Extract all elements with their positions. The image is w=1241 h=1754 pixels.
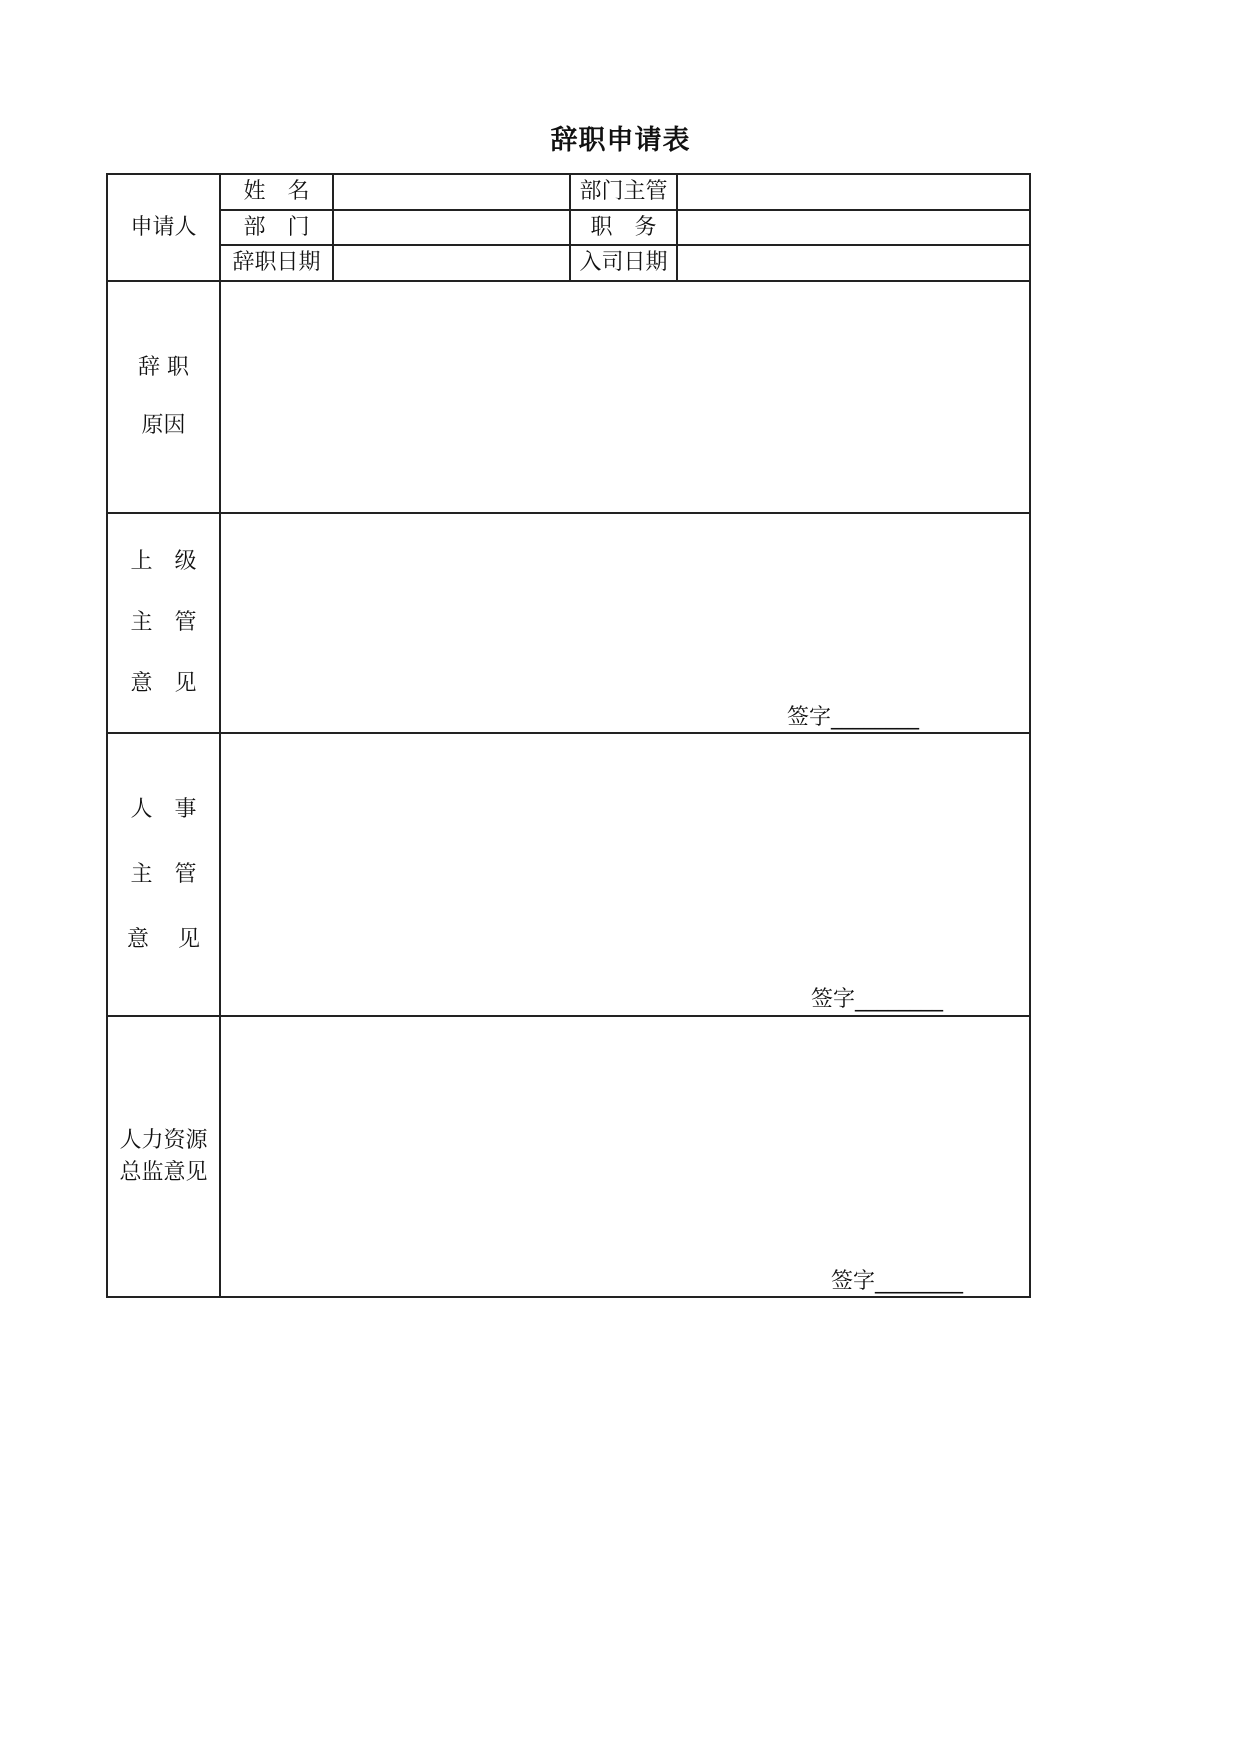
- hr-label-line1: 人 事: [130, 796, 197, 822]
- supervisor-opinion-label: [108, 514, 219, 732]
- hr-opinion-field[interactable]: [221, 734, 1029, 1015]
- join-date-label: 入司日期: [579, 250, 668, 275]
- department-field[interactable]: [334, 211, 569, 244]
- hr-opinion-label: [108, 734, 219, 1015]
- hr-director-opinion-field[interactable]: [221, 1017, 1029, 1296]
- resign-date-label: 辞职日期: [232, 250, 321, 275]
- dept-manager-label: 部门主管: [579, 179, 668, 204]
- supervisor-label-line2: 主 管: [130, 610, 197, 635]
- supervisor-label-line3: 意 见: [130, 671, 197, 696]
- table-border-right: [1029, 173, 1031, 1298]
- reason-label: [108, 282, 219, 512]
- reason-label-line1: 辞 职: [138, 355, 189, 380]
- hr-director-label-line1: 人力资源: [119, 1127, 208, 1153]
- dept-manager-field[interactable]: [678, 175, 1029, 209]
- table-border-bottom: [106, 1296, 1031, 1298]
- hr-director-signature[interactable]: 签字________: [831, 1269, 964, 1294]
- name-field[interactable]: [334, 175, 569, 209]
- hr-signature[interactable]: 签字________: [811, 987, 944, 1012]
- reason-label-line2: 原因: [141, 413, 186, 438]
- hr-label-line3: 意 见: [127, 926, 200, 952]
- hr-label-line2: 主 管: [130, 861, 197, 887]
- supervisor-label-line1: 上 级: [130, 549, 197, 574]
- position-label: 职 务: [590, 214, 657, 240]
- resign-date-field[interactable]: [334, 246, 569, 280]
- supervisor-signature[interactable]: 签字________: [787, 705, 920, 730]
- hr-director-opinion-label: [108, 1017, 219, 1296]
- position-field[interactable]: [678, 211, 1029, 244]
- hr-director-label-line2: 总监意见: [119, 1159, 208, 1185]
- join-date-field[interactable]: [678, 246, 1029, 280]
- name-label: 姓 名: [243, 179, 310, 204]
- applicant-label: 申请人: [130, 214, 197, 240]
- department-label: 部 门: [243, 214, 310, 240]
- form-title: 辞职申请表: [550, 125, 691, 156]
- reason-field[interactable]: [221, 282, 1029, 512]
